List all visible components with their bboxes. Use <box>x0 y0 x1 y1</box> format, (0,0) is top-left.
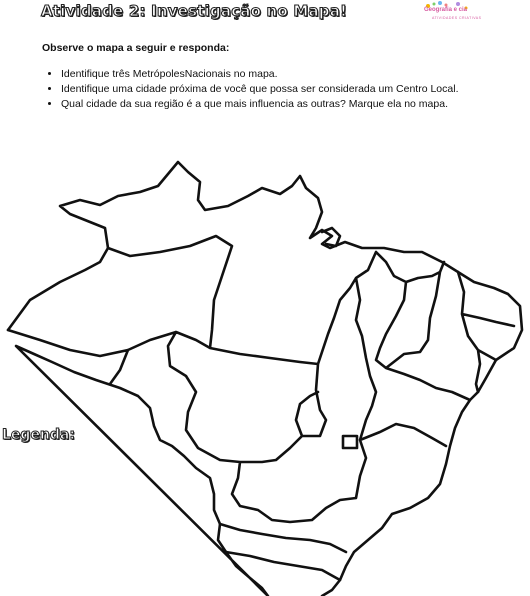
federal-district <box>343 436 357 448</box>
task-item: • Qual cidade da sua região é a que mais influencia as outras? Marque ela no mapa. <box>61 97 530 112</box>
logo-brand-text: Geografia e cia <box>424 7 468 13</box>
instruction-text: Observe o mapa a seguir e responda: <box>42 42 230 54</box>
activity-title: Atividade 2: Investigação no Mapa! <box>41 2 348 20</box>
brazil-map <box>0 150 530 596</box>
state-boundaries <box>8 236 514 580</box>
globe-icon <box>418 0 504 26</box>
brazil-outline <box>8 162 522 596</box>
logo-subtitle: ATIVIDADES CRIATIVAS <box>432 16 482 20</box>
legend-label: Legenda: <box>2 427 75 443</box>
task-list <box>45 67 530 112</box>
task-item: • Identifique uma cidade próxima de você que possa ser considerada um Centro Local. <box>61 82 530 97</box>
task-item: • Identifique três MetrópolesNacionais no mapa. <box>61 67 530 82</box>
brand-logo <box>418 0 504 26</box>
